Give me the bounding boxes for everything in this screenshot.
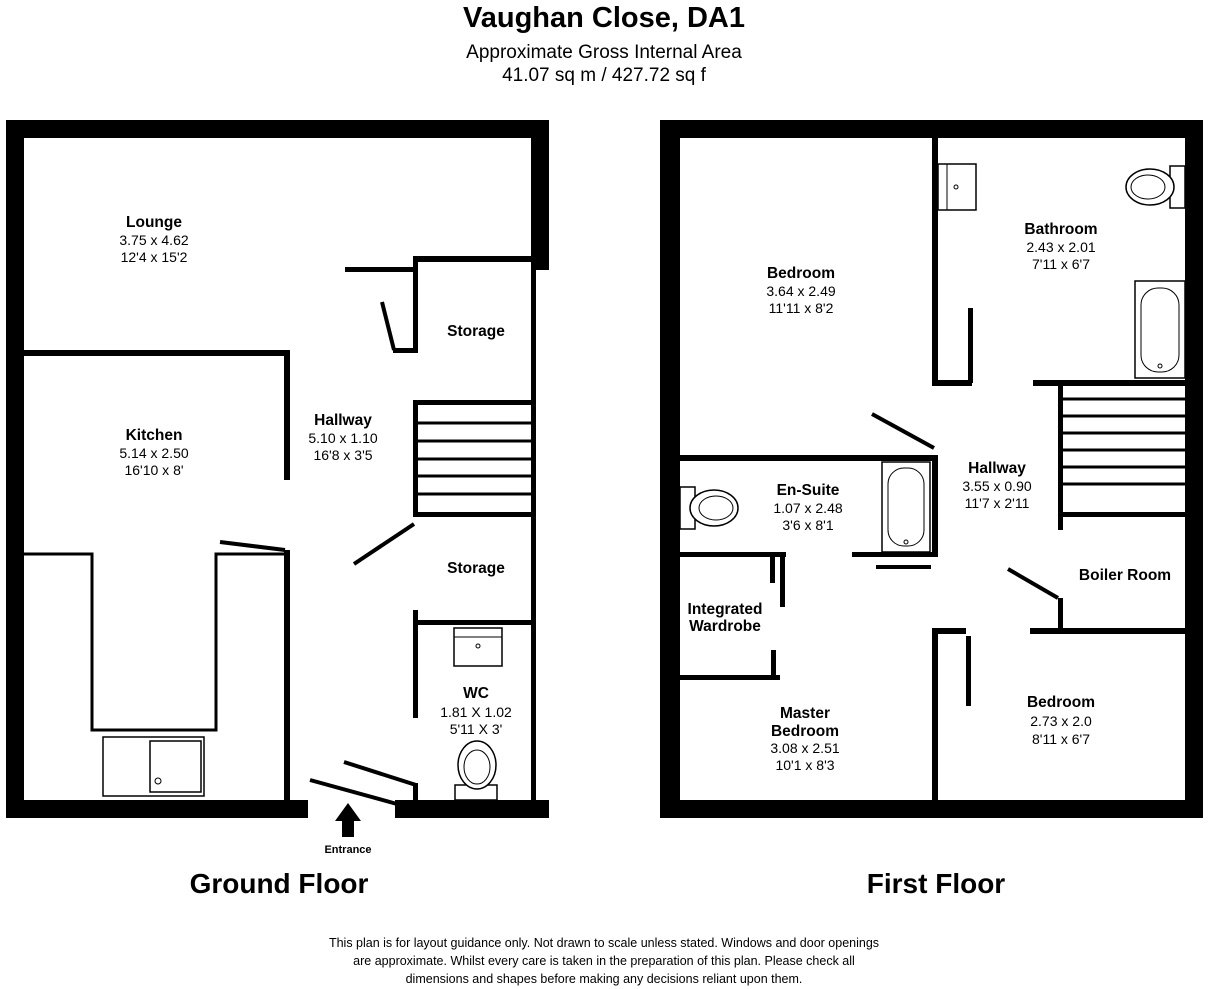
bathroom-name: Bathroom	[1024, 221, 1098, 238]
bedroom-bottom-imperial: 8'11 x 6'7	[1031, 731, 1091, 747]
ground-hallway-name: Hallway	[314, 412, 372, 429]
first-floor-interior-walls	[680, 138, 1185, 803]
ground-hallway-metric: 5.10 x 1.10	[308, 430, 378, 446]
storage-upper-name: Storage	[447, 323, 505, 340]
storage-lower-name: Storage	[447, 560, 505, 577]
master-bedroom-name-line2: Bedroom	[770, 723, 840, 740]
bedroom-top-metric: 3.64 x 2.49	[766, 283, 836, 299]
master-bedroom-imperial: 10'1 x 8'3	[775, 757, 835, 773]
entrance-label: Entrance	[324, 844, 372, 856]
disclaimer	[254, 934, 954, 988]
kitchen-name: Kitchen	[125, 427, 183, 444]
first-floor-label: First Floor	[866, 868, 1006, 899]
first-floor-stairs	[1062, 399, 1185, 484]
ground-floor-stairs	[418, 423, 536, 494]
ground-floor-label: Ground Floor	[189, 868, 369, 899]
wardrobe-name-line1: Integrated	[687, 601, 763, 618]
ensuite-metric: 1.07 x 2.48	[773, 500, 843, 516]
boiler-room-name: Boiler Room	[1078, 567, 1172, 584]
bathroom-imperial: 7'11 x 6'7	[1031, 256, 1091, 272]
first-hallway-name: Hallway	[968, 460, 1026, 477]
entrance-arrow-icon	[335, 803, 361, 837]
bedroom-top-imperial: 11'11 x 8'2	[768, 300, 834, 316]
first-hallway-metric: 3.55 x 0.90	[962, 478, 1032, 494]
lounge-imperial: 12'4 x 15'2	[120, 249, 188, 265]
disclaimer-line-1: This plan is for layout guidance only. Not drawn to scale unless stated. Windows and door openings	[328, 936, 880, 950]
plan-title: Vaughan Close, DA1	[462, 2, 745, 34]
first-floor-plan	[660, 120, 1203, 899]
wc-metric: 1.81 X 1.02	[440, 704, 512, 720]
kitchen-metric: 5.14 x 2.50	[119, 445, 189, 461]
ensuite-bath	[882, 462, 930, 552]
wc-toilet	[455, 741, 497, 800]
first-hallway-imperial: 11'7 x 2'11	[964, 495, 1030, 511]
wc-imperial: 5'11 X 3'	[449, 721, 503, 737]
ensuite-name: En-Suite	[776, 482, 840, 499]
ensuite-toilet	[680, 487, 738, 529]
lounge-name: Lounge	[126, 214, 182, 231]
ensuite-imperial: 3'6 x 8'1	[782, 517, 834, 533]
wc-name: WC	[463, 685, 489, 702]
wc-basin	[454, 628, 502, 666]
master-bedroom-metric: 3.08 x 2.51	[770, 740, 840, 756]
first-floor-outer-walls	[660, 120, 1203, 818]
ground-hallway-imperial: 16'8 x 3'5	[313, 447, 373, 463]
disclaimer-line-2: are approximate. Whilst every care is taken in the preparation of this plan. Please check all	[353, 954, 855, 968]
bathroom-bath	[1135, 281, 1185, 378]
wardrobe-name-line2: Wardrobe	[689, 618, 761, 635]
kitchen-counter	[24, 554, 284, 730]
disclaimer-line-3: dimensions and shapes before making any decisions reliant upon them.	[405, 972, 803, 986]
bedroom-bottom-metric: 2.73 x 2.0	[1030, 713, 1092, 729]
ground-floor-plan	[6, 120, 549, 899]
bathroom-metric: 2.43 x 2.01	[1026, 239, 1096, 255]
bedroom-bottom-name: Bedroom	[1026, 694, 1096, 711]
lounge-metric: 3.75 x 4.62	[119, 232, 189, 248]
kitchen-imperial: 16'10 x 8'	[124, 462, 184, 478]
bedroom-top-name: Bedroom	[766, 265, 836, 282]
master-bedroom-name-line1: Master	[780, 705, 830, 722]
area-value: 41.07 sq m / 427.72 sq f	[502, 65, 706, 86]
kitchen-sink	[103, 737, 204, 796]
bathroom-basin	[938, 164, 976, 210]
bathroom-toilet	[1126, 166, 1185, 208]
area-label: Approximate Gross Internal Area	[466, 42, 742, 63]
